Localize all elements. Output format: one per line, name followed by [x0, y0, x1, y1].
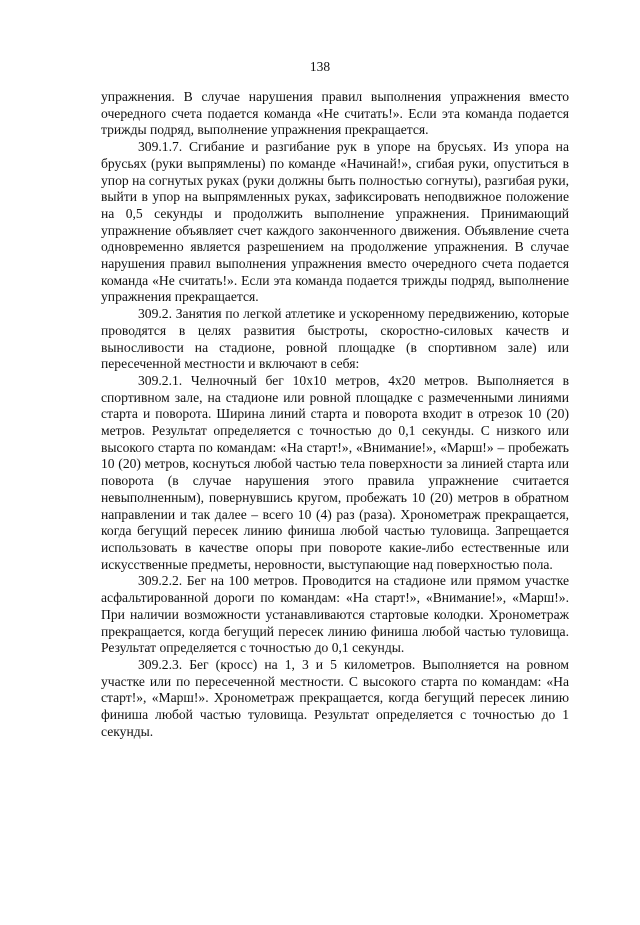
paragraph-continuation: упражнения. В случае нарушения правил выполнения упражнения вместо очередного счета подается команда «Не считать!». Если эта команда подается трижды подряд, выполнение упражнения прекращается. — [101, 89, 569, 138]
page-number: 138 — [309, 59, 331, 74]
paragraph-309-1-7: 309.1.7. Сгибание и разгибание рук в упоре на брусьях. Из упора на брусьях (руки выпрямлены) по команде «Начинай!», сгибая руки, опуститься в упор на согнутых руках (руки должны быть полностью согнуты), разгибая руки, выйти в упор на выпрямленных руках, зафиксировать неподвижное положение на 0,5 секунды и продолжить выполнение упражнения. Принимающий упражнение объявляет счет каждого законченного движения. Объявление счета одновременно является разрешением на продолжение упражнения. В случае нарушения правил выполнения упражнения вместо очередного счета подается команда «Не считать!». Если эта команда подается трижды подряд, выполнение упражнения прекращается. — [101, 139, 569, 305]
paragraph-309-2-2: 309.2.2. Бег на 100 метров. Проводится на стадионе или прямом участке асфальтированной дороги по командам: «На старт!», «Внимание!», «Марш!». При наличии возможности устанавливаются стартовые колодки. Хронометраж прекращается, когда бегущий пересек линию финиша любой частью туловища. Результат определяется с точностью до 0,1 секунды. — [101, 573, 569, 656]
body-text — [101, 89, 569, 740]
paragraph-309-2-1: 309.2.1. Челночный бег 10х10 метров, 4х20 метров. Выполняется в спортивном зале, на стадионе или ровной площадке с размеченными линиями старта и поворота. Ширина линий старта и поворота входит в отрезок 10 (20) метров. Результат определяется с точностью до 0,1 секунды. С низкого или высокого старта по командам: «На старт!», «Внимание!», «Марш!» – пробежать 10 (20) метров, коснуться любой частью тела поверхности за линией старта или поворота (в случае нарушения этого правила упражнение считается невыполненным), повернувшись кругом, пробежать 10 (20) метров в обратном направлении и так далее – всего 10 (4) раз (раза). Хронометраж прекращается, когда бегущий пересек линию финиша любой частью туловища. Запрещается использовать в качестве опоры при повороте какие-либо естественные или искусственные предметы, неровности, выступающие над поверхностью пола. — [101, 372, 569, 572]
paragraph-309-2-3: 309.2.3. Бег (кросс) на 1, 3 и 5 километров. Выполняется на ровном участке или по пересеченной местности. С высокого старта по командам: «На старт!», «Марш!». Хронометраж прекращается, когда бегущий пересек линию финиша любой частью туловища. Результат определяется с точностью до 1 секунды. — [101, 656, 569, 739]
paragraph-309-2: 309.2. Занятия по легкой атлетике и ускоренному передвижению, которые проводятся в целях развития быстроты, скоростно-силовых качеств и выносливости на стадионе, ровной площадке (в спортивном зале) или пересеченной местности и включают в себя: — [101, 306, 569, 372]
